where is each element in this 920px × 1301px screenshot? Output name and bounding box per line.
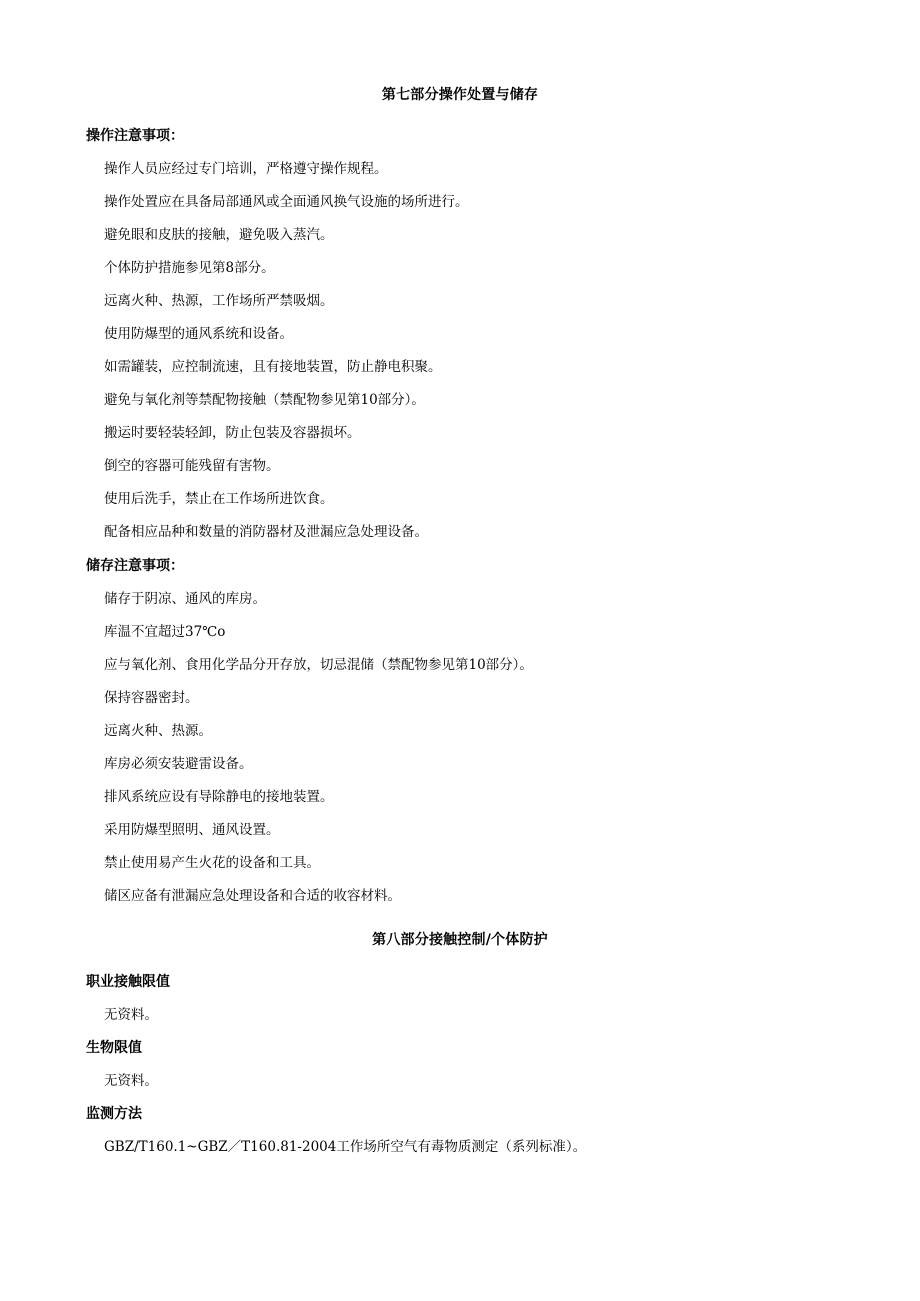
handling-item: 避免与氧化剂等禁配物接触（禁配物参见第10部分）。 — [104, 392, 425, 408]
monitoring-text: GBZ/T160.1~GBZ／T160.81-2004工作场所空气有毒物质测定（系列标准）。 — [104, 1139, 587, 1155]
storage-item: 保持容器密封。 — [104, 690, 199, 706]
handling-item: 配备相应品种和数量的消防器材及泄漏应急处理设备。 — [104, 524, 428, 540]
occupational-limits-heading: 职业接触限值 — [86, 974, 170, 990]
handling-item: 操作人员应经过专门培训，严格遵守操作规程。 — [104, 161, 388, 177]
handling-item: 操作处置应在具备局部通风或全面通风换气设施的场所进行。 — [104, 194, 469, 210]
part8-title: 第八部分接触控制/个体防护 — [372, 932, 548, 948]
handling-item: 倒空的容器可能残留有害物。 — [104, 458, 280, 474]
storage-item: 排风系统应设有导除静电的接地装置。 — [104, 789, 334, 805]
storage-item: 储存于阴凉、通风的库房。 — [104, 591, 266, 607]
handling-item: 远离火种、热源，工作场所严禁吸烟。 — [104, 293, 334, 309]
storage-item: 远离火种、热源。 — [104, 723, 212, 739]
storage-item: 应与氧化剂、食用化学品分开存放，切忌混储（禁配物参见第10部分）。 — [104, 657, 533, 673]
handling-item: 搬运时要轻装轻卸，防止包装及容器损坏。 — [104, 425, 361, 441]
occupational-limits-text: 无资料。 — [104, 1007, 158, 1023]
handling-item: 避免眼和皮肤的接触，避免吸入蒸汽。 — [104, 227, 334, 243]
storage-item: 库温不宜超过37℃o — [104, 624, 226, 640]
storage-item: 采用防爆型照明、通风设置。 — [104, 822, 280, 838]
storage-item: 储区应备有泄漏应急处理设备和合适的收容材料。 — [104, 888, 401, 904]
handling-heading: 操作注意事项： — [86, 128, 184, 144]
part7-title: 第七部分操作处置与储存 — [381, 87, 539, 103]
handling-item: 如需罐装，应控制流速，且有接地装置，防止静电积聚。 — [104, 359, 442, 375]
handling-item: 使用防爆型的通风系统和设备。 — [104, 326, 293, 342]
monitoring-heading: 监测方法 — [86, 1106, 142, 1122]
storage-item: 禁止使用易产生火花的设备和工具。 — [104, 855, 320, 871]
handling-item: 个体防护措施参见第8部分。 — [104, 260, 275, 276]
handling-item: 使用后洗手，禁止在工作场所进饮食。 — [104, 491, 334, 507]
biological-limits-text: 无资料。 — [104, 1073, 158, 1089]
biological-limits-heading: 生物限值 — [86, 1040, 142, 1056]
storage-item: 库房必须安装避雷设备。 — [104, 756, 253, 772]
storage-heading: 储存注意事项： — [86, 558, 184, 574]
